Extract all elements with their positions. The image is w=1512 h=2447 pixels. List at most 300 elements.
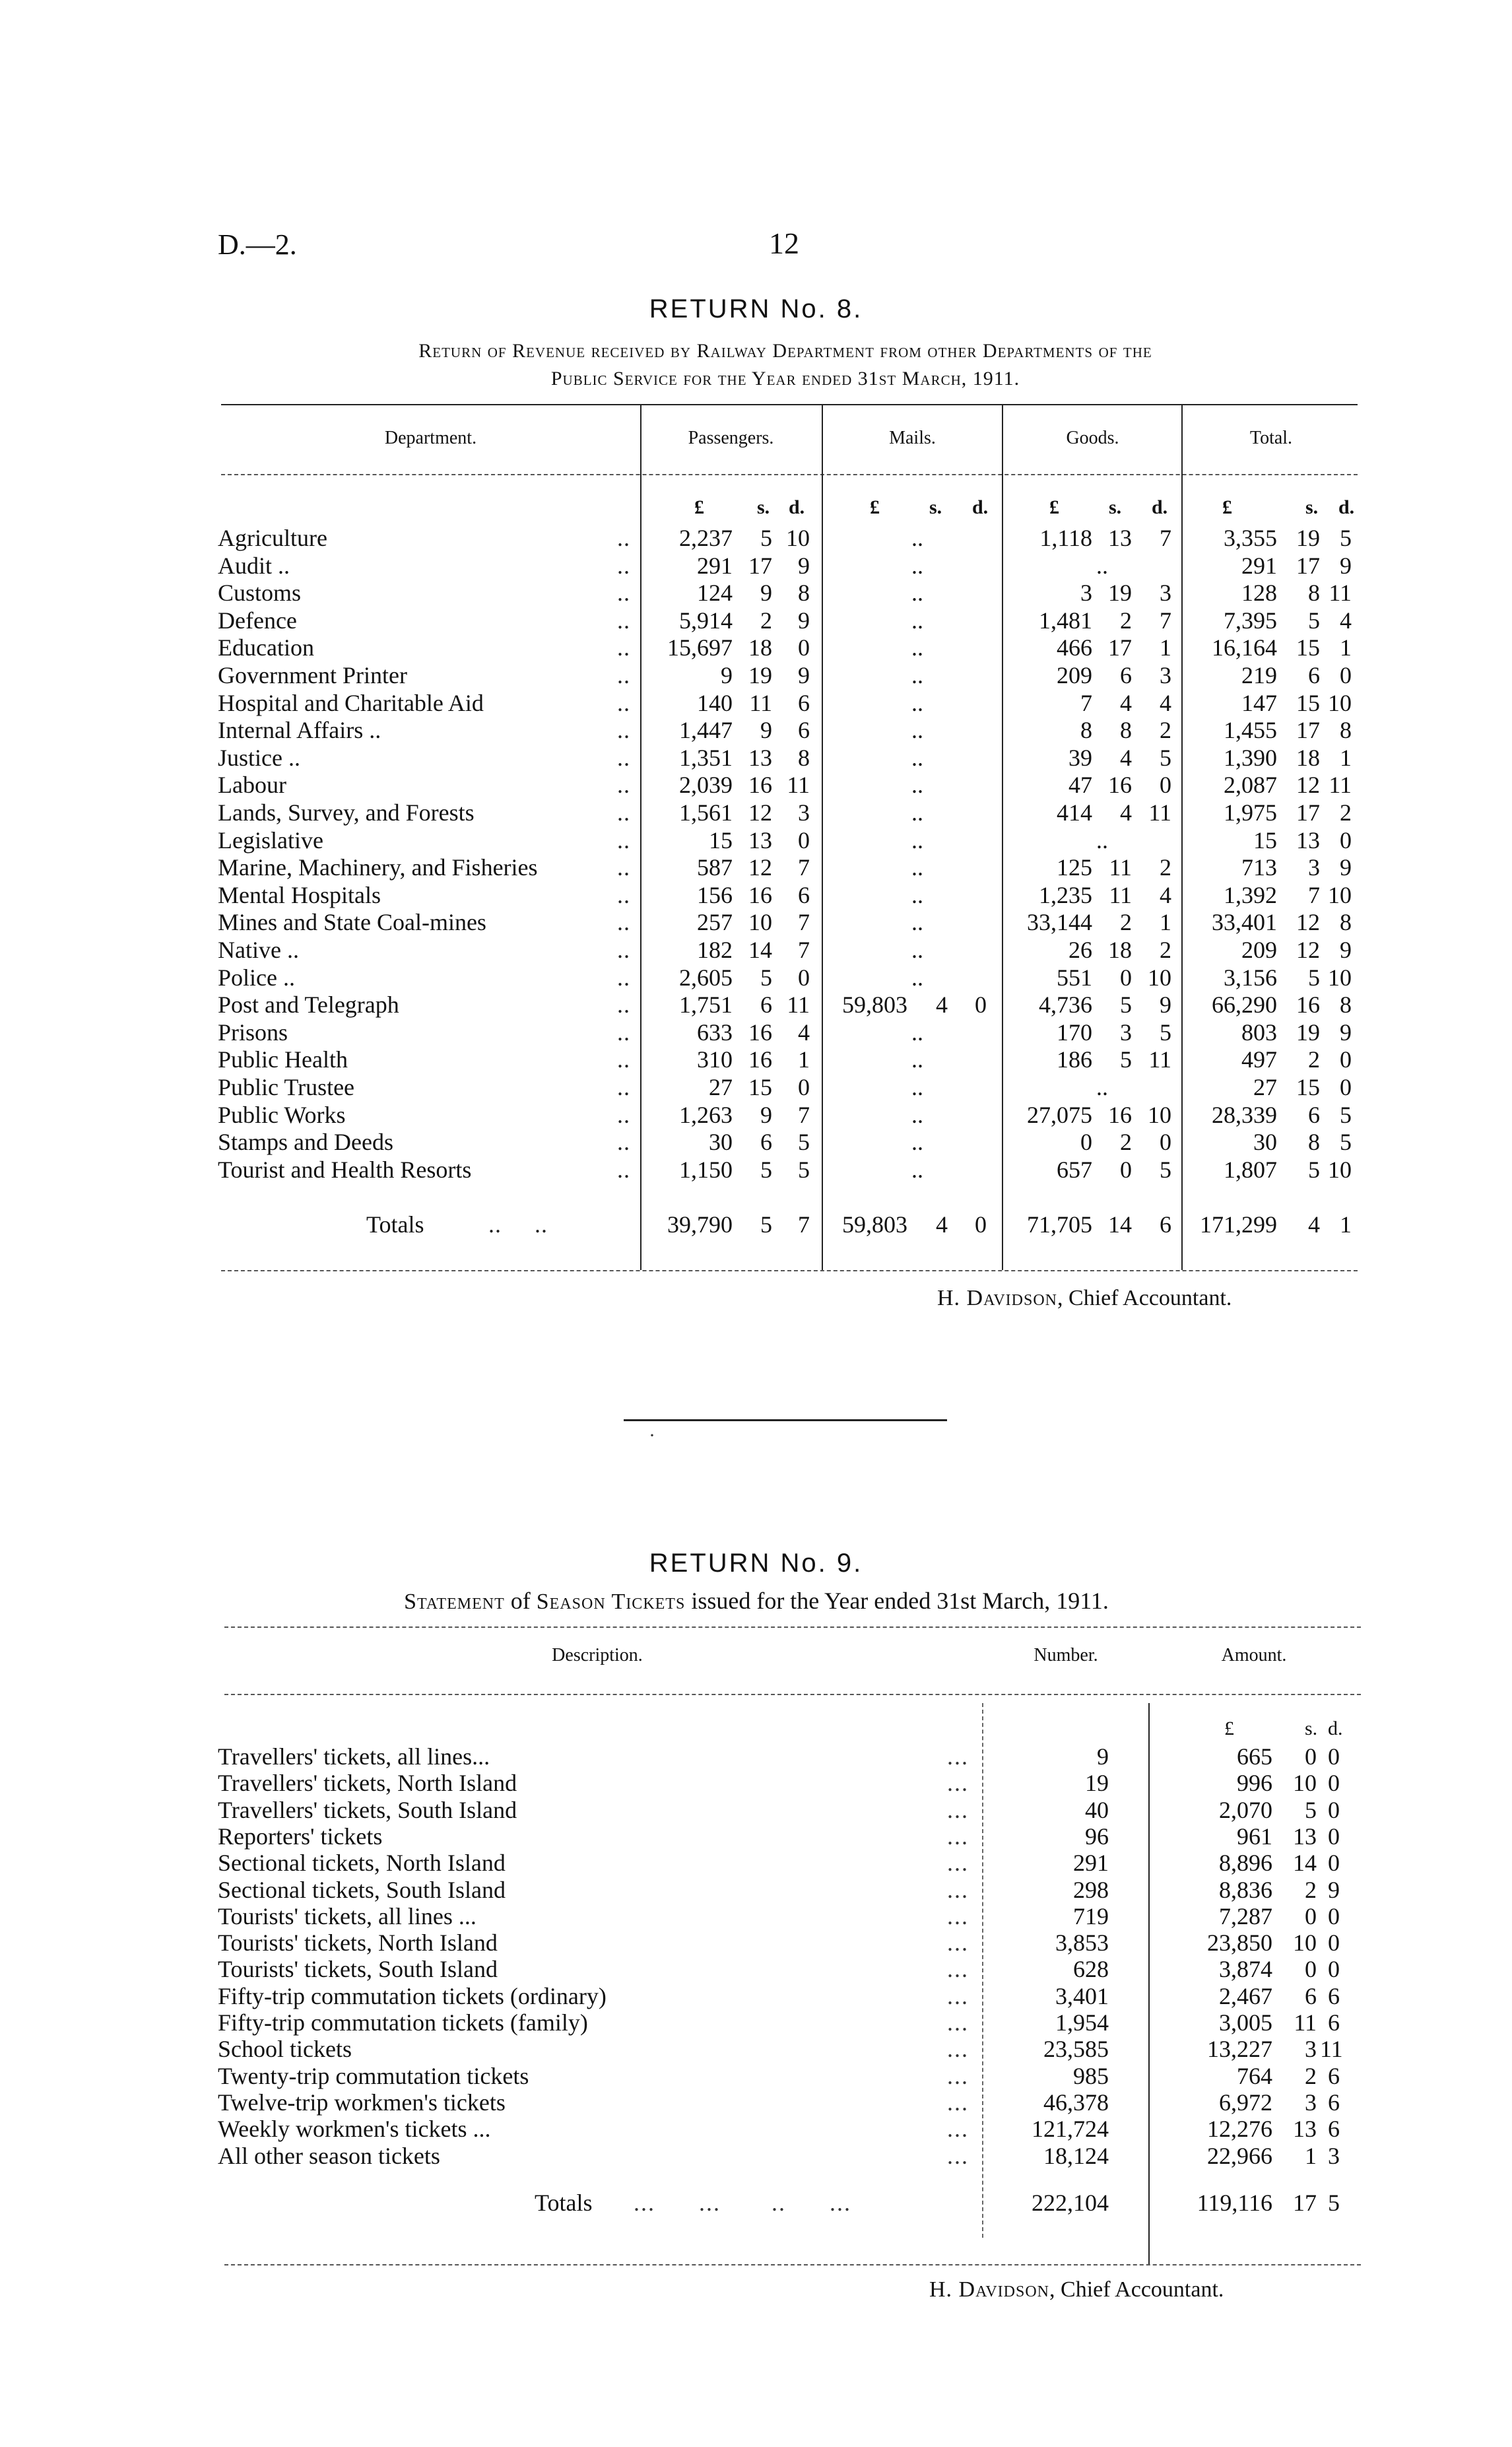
total-shillings: 19 — [1296, 525, 1320, 551]
department-row — [0, 1046, 1512, 1073]
total-pounds: 33,401 — [1212, 909, 1277, 936]
passengers-pence: 9 — [798, 607, 810, 634]
ticket-leader: ... — [947, 1876, 969, 1903]
passengers-pounds: 182 — [697, 937, 733, 963]
total-pound-unit: £ — [1222, 496, 1232, 518]
mails-pounds: .. — [911, 717, 923, 744]
department-name: Public Trustee — [218, 1074, 355, 1100]
goods-pence: 3 — [1160, 580, 1171, 607]
department-leader: .. — [617, 525, 630, 551]
amount-pence: 0 — [1328, 1743, 1340, 1770]
goods-shillings: 18 — [1108, 937, 1132, 963]
department-row — [0, 991, 1512, 1019]
subtitle-statement: Statement — [404, 1590, 505, 1614]
mails-pounds: .. — [911, 1156, 923, 1183]
ticket-number: 628 — [1073, 1956, 1109, 1983]
ticket-description: Fifty-trip commutation tickets (ordinary) — [218, 1982, 607, 2009]
department-name: Prisons — [218, 1019, 288, 1046]
return-8-title: RETURN No. 8. — [649, 294, 863, 323]
ticket-number: 1,954 — [1055, 2009, 1109, 2036]
passengers-pounds: 257 — [697, 909, 733, 936]
amount-pence: 6 — [1328, 2062, 1340, 2089]
goods-shillings: 11 — [1109, 854, 1132, 881]
passengers-shillings: 17 — [748, 552, 772, 579]
season-ticket-row — [0, 1929, 1512, 1957]
season-ticket-row — [0, 2089, 1512, 2116]
goods-pence: 0 — [1160, 772, 1171, 799]
totals-goods-pence: 6 — [1160, 1211, 1171, 1238]
goods-pounds: 170 — [1057, 1019, 1092, 1046]
department-row — [0, 854, 1512, 881]
department-row — [0, 689, 1512, 717]
ticket-leader: ... — [947, 1956, 969, 1983]
goods-pounds: 209 — [1057, 662, 1092, 688]
passengers-pence: 8 — [798, 744, 810, 771]
goods-shillings: 4 — [1120, 689, 1132, 716]
amount-pounds: 23,850 — [1207, 1929, 1272, 1957]
department-name: Police .. — [218, 964, 295, 991]
goods-pence: 2 — [1160, 717, 1171, 744]
goods-pounds: 1,118 — [1039, 525, 1092, 551]
passengers-pence: 6 — [798, 881, 810, 908]
goods-pence: 4 — [1160, 881, 1171, 908]
passengers-shillings: 11 — [749, 689, 772, 716]
goods-pounds: 414 — [1057, 799, 1092, 826]
total-pence: 4 — [1340, 607, 1352, 634]
department-name: Post and Telegraph — [218, 991, 399, 1019]
mails-pence: 0 — [975, 991, 987, 1019]
total-pounds: 219 — [1241, 662, 1277, 688]
department-name: Tourist and Health Resorts — [218, 1156, 472, 1183]
total-pounds: 3,156 — [1224, 964, 1277, 991]
return-8-signature — [937, 1286, 1232, 1311]
totals-passengers-shillings: 5 — [760, 1211, 772, 1238]
department-row — [0, 607, 1512, 634]
total-pence: 10 — [1328, 1156, 1352, 1183]
goods-pounds: 657 — [1057, 1156, 1092, 1183]
return-8-top-rule — [221, 404, 1358, 405]
passengers-pence: 9 — [798, 662, 810, 688]
passengers-shillings: 5 — [760, 964, 772, 991]
amount-pounds: 12,276 — [1207, 2116, 1272, 2143]
department-leader: .. — [617, 662, 630, 688]
department-leader: .. — [617, 826, 630, 854]
goods-pence: 11 — [1148, 799, 1171, 826]
amount-pence: 9 — [1328, 1876, 1340, 1903]
total-pence: 8 — [1340, 991, 1352, 1019]
goods-pounds: 39 — [1068, 744, 1092, 771]
mails-pounds: .. — [911, 744, 923, 771]
ticket-description: Travellers' tickets, South Island — [218, 1796, 517, 1823]
total-shillings: 8 — [1308, 1129, 1320, 1156]
passengers-pounds: 15,697 — [667, 634, 733, 661]
passengers-pence: 7 — [798, 937, 810, 963]
amount-shillings: 11 — [1294, 2009, 1317, 2036]
department-name: Legislative — [218, 826, 323, 854]
subtitle-season-tickets: Season Tickets — [536, 1590, 686, 1614]
total-pounds: 30 — [1253, 1129, 1277, 1156]
department-name: Lands, Survey, and Forests — [218, 799, 475, 826]
department-leader: .. — [617, 799, 630, 826]
passengers-shillings: 16 — [748, 1019, 772, 1046]
department-name: Audit .. — [218, 552, 290, 579]
ticket-number: 985 — [1073, 2062, 1109, 2089]
goods-pence: 11 — [1148, 1046, 1171, 1073]
ticket-leader: ... — [947, 1929, 969, 1957]
goods-pounds: 551 — [1057, 964, 1092, 991]
passengers-pounds: 156 — [697, 881, 733, 908]
total-shillings: 2 — [1308, 1046, 1320, 1073]
goods-pence: 9 — [1160, 991, 1171, 1019]
total-pounds: 291 — [1241, 552, 1277, 579]
total-shillings: 12 — [1296, 937, 1320, 963]
return-8-subtitle-line1: Return of Revenue received by Railway Department from other Departments of the — [418, 340, 1152, 362]
department-name: Stamps and Deeds — [218, 1129, 393, 1156]
mails-pounds: .. — [911, 1129, 923, 1156]
mails-pounds: .. — [911, 799, 923, 826]
goods-pence: 5 — [1160, 1019, 1171, 1046]
department-leader: .. — [617, 744, 630, 771]
mails-pounds: .. — [911, 881, 923, 908]
total-shillings: 12 — [1296, 909, 1320, 936]
department-row — [0, 716, 1512, 744]
goods-shillings: 17 — [1108, 634, 1132, 661]
mails-pounds: .. — [911, 937, 923, 963]
total-pounds: 1,392 — [1224, 881, 1277, 908]
passengers-shillings: 5 — [760, 1156, 772, 1183]
totals-passengers-pounds: 39,790 — [667, 1211, 733, 1238]
passengers-shillings: 15 — [748, 1074, 772, 1100]
department-name: Customs — [218, 580, 302, 607]
goods-pence: 10 — [1148, 1101, 1171, 1128]
season-ticket-row — [0, 1769, 1512, 1797]
amount-pence: 0 — [1328, 1902, 1340, 1929]
passengers-pounds: 1,263 — [679, 1101, 733, 1128]
total-pence: 11 — [1329, 772, 1352, 799]
goods-shillings: 8 — [1120, 717, 1132, 744]
amount-shillings: 3 — [1305, 2036, 1317, 2063]
department-name: Labour — [218, 772, 286, 799]
department-row — [0, 1101, 1512, 1129]
total-pence: 5 — [1340, 525, 1352, 551]
total-pence: 9 — [1340, 937, 1352, 963]
amount-shillings: 0 — [1305, 1743, 1317, 1770]
ticket-description: Sectional tickets, North Island — [218, 1850, 506, 1877]
amount-shillings: 0 — [1305, 1956, 1317, 1983]
goods-pounds: .. — [1096, 1074, 1108, 1100]
passengers-shillings: 6 — [760, 991, 772, 1019]
goods-pence: 3 — [1160, 662, 1171, 688]
amount-pence: 0 — [1328, 1929, 1340, 1957]
total-pence: 5 — [1340, 1129, 1352, 1156]
return-9-header-number: Number. — [1034, 1645, 1098, 1665]
mails-shilling-unit: s. — [929, 496, 942, 518]
mails-pounds: .. — [911, 1074, 923, 1100]
goods-pounds: 7 — [1080, 689, 1092, 716]
totals-leader: .. .. — [488, 1211, 548, 1238]
return-9-top-rule — [224, 1626, 1361, 1628]
passengers-pounds: 310 — [697, 1046, 733, 1073]
goods-pound-unit: £ — [1049, 496, 1059, 518]
return-8-totals-row — [0, 1211, 1512, 1238]
passengers-pound-unit: £ — [694, 496, 704, 518]
department-row — [0, 936, 1512, 964]
totals-mails-shillings: 4 — [936, 1211, 948, 1238]
ticket-leader: ... — [947, 1850, 969, 1877]
mails-shillings: 4 — [936, 991, 948, 1019]
totals-label: Totals — [535, 2190, 593, 2216]
season-ticket-row — [0, 1876, 1512, 1904]
passengers-pence: 0 — [798, 826, 810, 854]
signature-name: H. Davidson — [937, 1286, 1058, 1310]
department-row — [0, 661, 1512, 689]
total-pence: 2 — [1340, 799, 1352, 826]
department-name: Government Printer — [218, 662, 407, 688]
totals-passengers-pence: 7 — [798, 1211, 810, 1238]
department-name: Justice .. — [218, 744, 300, 771]
totals-total-pence: 1 — [1340, 1211, 1352, 1238]
passengers-pence: 4 — [798, 1019, 810, 1046]
goods-shillings: 4 — [1120, 799, 1132, 826]
total-pence: 1 — [1340, 744, 1352, 771]
ticket-description: Fifty-trip commutation tickets (family) — [218, 2009, 588, 2036]
mails-pounds: .. — [911, 607, 923, 634]
mails-pence-unit: d. — [972, 496, 989, 518]
ticket-description: School tickets — [218, 2036, 352, 2063]
total-shillings: 16 — [1296, 991, 1320, 1019]
ticket-number: 40 — [1085, 1796, 1109, 1823]
passengers-pounds: 1,561 — [679, 799, 733, 826]
goods-pence: 1 — [1160, 634, 1171, 661]
amount-pence: 0 — [1328, 1770, 1340, 1797]
amount-pounds: 8,836 — [1219, 1876, 1272, 1903]
passengers-pounds: 5,914 — [679, 607, 733, 634]
signature-title: , Chief Accountant. — [1049, 2277, 1224, 2302]
passengers-shillings: 2 — [760, 607, 772, 634]
total-pence: 5 — [1340, 1101, 1352, 1128]
total-pounds: 1,975 — [1224, 799, 1277, 826]
amount-pound-unit: £ — [1224, 1718, 1234, 1739]
department-name: Education — [218, 634, 314, 661]
total-shillings: 17 — [1296, 552, 1320, 579]
amount-pence: 6 — [1328, 2089, 1340, 2116]
amount-pounds: 996 — [1237, 1770, 1272, 1797]
amount-shillings: 10 — [1293, 1929, 1317, 1957]
department-row — [0, 1128, 1512, 1156]
season-ticket-row — [0, 2062, 1512, 2090]
subtitle-rest: issued for the Year ended 31st March, 1911. — [685, 1588, 1109, 1614]
total-shillings: 6 — [1308, 662, 1320, 688]
passengers-pence: 0 — [798, 634, 810, 661]
total-pounds: 7,395 — [1224, 607, 1277, 634]
goods-shillings: 0 — [1120, 964, 1132, 991]
return-9-subtitle — [224, 1587, 1288, 1615]
season-ticket-row — [0, 1796, 1512, 1824]
passengers-pounds: 15 — [709, 826, 733, 854]
total-pounds: 1,390 — [1224, 744, 1277, 771]
ticket-description: Travellers' tickets, North Island — [218, 1770, 517, 1797]
department-row — [0, 908, 1512, 936]
passengers-shillings: 6 — [760, 1129, 772, 1156]
return-9-header-rule — [224, 1694, 1361, 1695]
mails-pounds: .. — [911, 662, 923, 688]
passengers-pence: 7 — [798, 854, 810, 881]
department-leader: .. — [617, 909, 630, 936]
totals-mails-pence: 0 — [975, 1211, 987, 1238]
goods-pounds: 1,481 — [1039, 607, 1092, 634]
total-pounds: 27 — [1253, 1074, 1277, 1100]
ticket-number: 298 — [1073, 1876, 1109, 1903]
totals-goods-shillings: 14 — [1108, 1211, 1132, 1238]
department-leader: .. — [617, 1019, 630, 1046]
total-pence: 9 — [1340, 854, 1352, 881]
department-row — [0, 1156, 1512, 1184]
amount-pounds: 2,467 — [1219, 1982, 1272, 2009]
goods-shillings: 6 — [1120, 662, 1132, 688]
total-pounds: 713 — [1241, 854, 1277, 881]
ticket-description: Tourists' tickets, all lines ... — [218, 1902, 477, 1929]
passengers-pounds: 633 — [697, 1019, 733, 1046]
return-9-header-amount: Amount. — [1221, 1645, 1287, 1665]
subtitle-of: of — [504, 1588, 537, 1614]
amount-pounds: 6,972 — [1219, 2089, 1272, 2116]
amount-pounds: 665 — [1237, 1743, 1272, 1770]
ticket-number: 121,724 — [1032, 2116, 1109, 2143]
goods-pounds: .. — [1096, 826, 1108, 854]
department-row — [0, 634, 1512, 661]
amount-pounds: 3,874 — [1219, 1956, 1272, 1983]
goods-pounds: 26 — [1068, 937, 1092, 963]
amount-pence: 6 — [1328, 2009, 1340, 2036]
passengers-pounds: 1,751 — [679, 991, 733, 1019]
mails-pound-unit: £ — [870, 496, 880, 518]
season-ticket-row — [0, 2115, 1512, 2143]
goods-shillings: 2 — [1120, 909, 1132, 936]
ticket-description: All other season tickets — [218, 2142, 440, 2169]
amount-shillings: 14 — [1293, 1850, 1317, 1877]
total-shilling-unit: s. — [1305, 496, 1319, 518]
total-pounds: 15 — [1253, 826, 1277, 854]
mails-pounds: .. — [911, 826, 923, 854]
goods-shillings: 5 — [1120, 991, 1132, 1019]
total-shillings: 12 — [1296, 772, 1320, 799]
season-ticket-row — [0, 2142, 1512, 2170]
department-row — [0, 826, 1512, 854]
mails-pounds: .. — [911, 1101, 923, 1128]
goods-pounds: 1,235 — [1039, 881, 1092, 908]
return-8-header-department: Department. — [384, 428, 477, 448]
season-ticket-row — [0, 2009, 1512, 2036]
passengers-pence: 7 — [798, 909, 810, 936]
return-8-bottom-rule — [221, 1270, 1358, 1271]
department-leader: .. — [617, 854, 630, 881]
department-leader: .. — [617, 991, 630, 1019]
return-8-header-passengers: Passengers. — [688, 428, 774, 448]
passengers-pounds: 30 — [709, 1129, 733, 1156]
amount-shillings: 13 — [1293, 1823, 1317, 1850]
amount-shillings: 2 — [1305, 1876, 1317, 1903]
department-row — [0, 964, 1512, 991]
mails-pounds: .. — [911, 964, 923, 991]
passengers-pence: 11 — [787, 991, 810, 1019]
total-pounds: 209 — [1241, 937, 1277, 963]
amount-shillings: 2 — [1305, 2062, 1317, 2089]
ticket-leader: ... — [947, 2142, 969, 2169]
mails-pounds: .. — [911, 525, 923, 551]
total-pence: 10 — [1328, 881, 1352, 908]
amount-shilling-unit: s. — [1305, 1718, 1318, 1739]
mails-pounds: .. — [911, 854, 923, 881]
season-ticket-row — [0, 1955, 1512, 1983]
passengers-pounds: 1,351 — [679, 744, 733, 771]
amount-pence: 0 — [1328, 1956, 1340, 1983]
department-leader: .. — [617, 964, 630, 991]
return-9-totals-row — [0, 2189, 1512, 2217]
mails-pounds: .. — [911, 552, 923, 579]
passengers-shillings: 16 — [748, 881, 772, 908]
passengers-pence: 0 — [798, 964, 810, 991]
ticket-leader: ... — [947, 1770, 969, 1797]
goods-pence: 7 — [1160, 525, 1171, 551]
ticket-description: Weekly workmen's tickets ... — [218, 2116, 491, 2143]
goods-pence: 2 — [1160, 854, 1171, 881]
signature-title: , Chief Accountant. — [1057, 1286, 1232, 1310]
goods-shillings: 2 — [1120, 607, 1132, 634]
goods-pounds: 27,075 — [1027, 1101, 1092, 1128]
total-shillings: 3 — [1308, 854, 1320, 881]
total-shillings: 13 — [1296, 826, 1320, 854]
goods-pounds: 33,144 — [1027, 909, 1092, 936]
goods-shillings: 3 — [1120, 1019, 1132, 1046]
amount-shillings: 13 — [1293, 2116, 1317, 2143]
amount-pounds: 8,896 — [1219, 1850, 1272, 1877]
season-ticket-row — [0, 1823, 1512, 1850]
season-ticket-row — [0, 1982, 1512, 2010]
passengers-shillings: 14 — [748, 937, 772, 963]
total-shillings: 6 — [1308, 1101, 1320, 1128]
ticket-number: 96 — [1085, 1823, 1109, 1850]
goods-pounds: 186 — [1057, 1046, 1092, 1073]
department-leader: .. — [617, 1129, 630, 1156]
passengers-pence: 0 — [798, 1074, 810, 1100]
ticket-number: 291 — [1073, 1850, 1109, 1877]
amount-pence: 6 — [1328, 1982, 1340, 2009]
passengers-pounds: 27 — [709, 1074, 733, 1100]
ticket-description: Sectional tickets, South Island — [218, 1876, 506, 1903]
ticket-number: 3,853 — [1055, 1929, 1109, 1957]
total-pence-unit: d. — [1338, 496, 1355, 518]
passengers-pounds: 2,039 — [679, 772, 733, 799]
department-leader: .. — [617, 1046, 630, 1073]
passengers-shillings: 9 — [760, 580, 772, 607]
amount-shillings: 10 — [1293, 1770, 1317, 1797]
mails-pounds: .. — [911, 1046, 923, 1073]
total-shillings: 8 — [1308, 580, 1320, 607]
passengers-shillings: 9 — [760, 1101, 772, 1128]
goods-shillings: 13 — [1108, 525, 1132, 551]
mails-pounds: .. — [911, 689, 923, 716]
goods-pence: 7 — [1160, 607, 1171, 634]
totals-amount-shillings: 17 — [1293, 2190, 1317, 2216]
passengers-pounds: 140 — [697, 689, 733, 716]
department-row — [0, 799, 1512, 826]
goods-pounds: 466 — [1057, 634, 1092, 661]
goods-shillings: 11 — [1109, 881, 1132, 908]
mails-pounds: 59,803 — [842, 991, 907, 1019]
goods-pounds: .. — [1096, 552, 1108, 579]
amount-pounds: 2,070 — [1219, 1796, 1272, 1823]
ticket-number: 19 — [1085, 1770, 1109, 1797]
